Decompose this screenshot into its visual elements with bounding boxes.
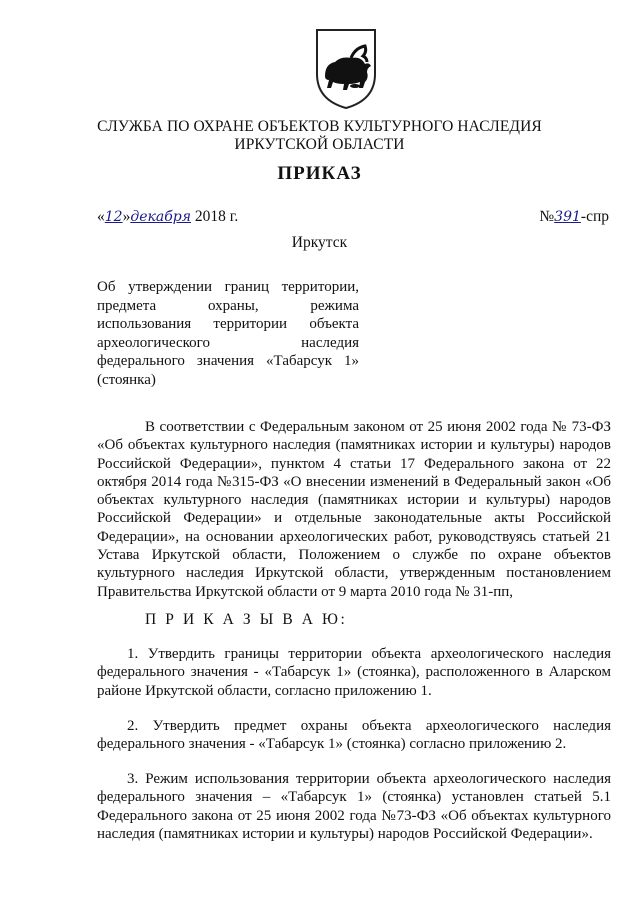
date-month: декабря bbox=[130, 209, 191, 225]
date-day: 12 bbox=[104, 209, 123, 225]
document-number bbox=[539, 208, 609, 226]
document-date bbox=[97, 208, 238, 226]
subject-line: археологического наследия bbox=[97, 334, 359, 351]
number-suffix: -спр bbox=[580, 208, 609, 225]
subject-line: (стоянка) bbox=[97, 371, 156, 388]
order-item-3: 3. Режим использования территории объекта археологического наследия федерального значения – «Табарсук 1» (стоянка) установлен статьей 5.1 Федерального закона от 25 июня 2002 года №73-ФЗ «Об объектах культурного наследия (памятниках истории и культуры) народов Российской Федерации». bbox=[97, 771, 611, 842]
document-type-title: ПРИКАЗ bbox=[277, 163, 362, 184]
number-prefix: № bbox=[539, 208, 555, 225]
order-item-2: 2. Утвердить предмет охраны объекта археологического наследия федерального значения - «Табарсук 1» (стоянка) согласно приложению 2. bbox=[97, 718, 611, 753]
subject-line: федерального значения «Табарсук 1» bbox=[97, 353, 359, 369]
subject-line: Об утверждении границ территории, bbox=[97, 279, 359, 295]
date-open-quote: « bbox=[97, 208, 105, 225]
date-year: 2018 г. bbox=[190, 208, 239, 225]
order-heading: П Р И К А З Ы В А Ю: bbox=[145, 611, 348, 628]
subject-line: использования территории объекта bbox=[97, 316, 359, 332]
coat-of-arms-icon bbox=[311, 26, 381, 112]
number-value: 391 bbox=[554, 209, 581, 225]
preamble-paragraph: В соответствии с Федеральным законом от 25 июня 2002 года № 73-ФЗ «Об объектах культурного наследия (памятниках истории и культуры) народов Российской Федерации», пунктом 4 статьи 17 Федерального закона от 22 октября 2014 года №315-ФЗ «О внесении изменений в Федеральный закон «Об объектах культурного наследия (памятниках истории и культуры) народов Российской Федерации» и отдельные законодательные акты Российской Федерации», на основании археологических работ, руководствуясь статьей 21 Устава Иркутской области, Положением о службе по охране объектов культурного наследия Иркутской области, утвержденным постановлением Правительства Иркутской области от 9 марта 2010 года № 31-пп, bbox=[97, 419, 611, 600]
subject-line: предмета охраны, режима bbox=[97, 297, 359, 314]
date-close-quote: » bbox=[122, 208, 131, 225]
document-subject bbox=[97, 278, 359, 389]
organization-region: ИРКУТСКОЙ ОБЛАСТИ bbox=[234, 136, 405, 153]
city-name: Иркутск bbox=[291, 234, 348, 251]
order-item-1: 1. Утвердить границы территории объекта археологического наследия федерального значения - «Табарсук 1» (стоянка), расположенного в Аларском районе Иркутской области, согласно приложению 1. bbox=[97, 646, 611, 699]
organization-name: СЛУЖБА ПО ОХРАНЕ ОБЪЕКТОВ КУЛЬТУРНОГО НАСЛЕДИЯ bbox=[97, 118, 542, 135]
